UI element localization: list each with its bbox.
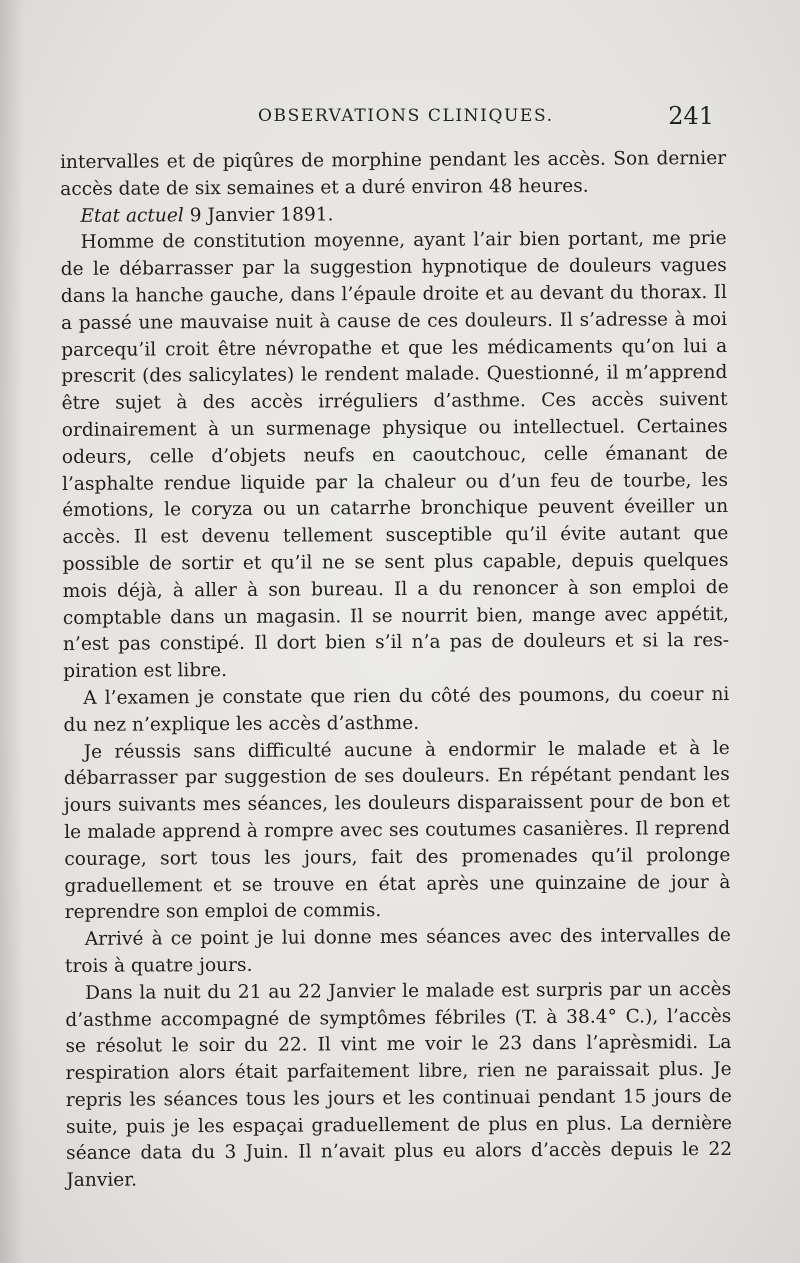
paragraph-5: Dans la nuit du 21 au 22 Janvier le malade est surpris par un accès d’asthme accompagné de symptômes fébriles (T. à 38.4° C.), l’accès se résolut le soir du 22. Il vint me voir le 23 dans l’aprèsmidi. La respiration alors était parfaitement libre, rien ne paraissait plus. Je repris les séances tous les jours et les continuai pendant 15 jours de suite, puis je les espaçai graduellement de plus en plus. La dernière séance data du 3 Juin. Il n’avait plus eu alors d’accès depuis le 22 Janvier. bbox=[65, 978, 733, 1192]
status-date: 9 Janvier 1891. bbox=[189, 203, 334, 226]
running-header bbox=[60, 102, 714, 136]
status-label: Etat actuel bbox=[80, 204, 184, 227]
body-text bbox=[60, 146, 732, 1195]
paragraph-1: Homme de constitution moyenne, ayant l’air bien portant, me prie de le débarrasser par la suggestion hypnotique de douleurs vagues dans la hanche gauche, dans l’épaule droite et au devant du thorax. Il a passé une mauvaise nuit à cause de ces douleurs. Il s’adresse à moi parcequ’il croit être névropathe et que les médicaments qu’on lui a prescrit (des salicylates) le rendent malade. Questionné, il m’apprend être sujet à des accès irréguliers d’asthme. Ces accès suivent ordinairement à un surmenage physique ou intellectuel. Certaines odeurs, celle d’objets neufs en caoutchouc, celle émanant de l’asphalte rendue liquide par la chaleur ou d’un feu de tourbe, les émotions, le coryza ou un catarrhe bronchique peuvent éveiller un accès. Il est devenu tellement susceptible qu’il évite autant que possible de sortir et qu’il ne se sent plus capable, depuis quelques mois déjà, à aller à son bureau. Il a du renoncer à son emploi de comptable dans un magasin. Il se nourrit bien, mange avec appétit, n’est pas constipé. Il dort bien s’il n’a pas de douleurs et si la respiration est libre. bbox=[60, 228, 730, 683]
page-gutter-shadow bbox=[0, 0, 24, 1263]
status-date-line bbox=[60, 200, 726, 231]
page-number: 241 bbox=[668, 102, 714, 130]
paragraph-3: Je réussis sans difficulté aucune à endormir le malade et à le débarrasser par suggestion de ses douleurs. En répétant pendant les jours suivants mes séances, les douleurs disparaissent pour de bon et le malade apprend à rompre avec ses coutumes casanières. Il reprend courage, sort tous les jours, fait des promenades qu’il prolonge graduellement et se trouve en état après une quinzaine de jour à reprendre son emploi de commis. bbox=[63, 737, 731, 924]
paragraph-4: Arrivé à ce point je lui donne mes séances avec des intervalles de trois à quatre jours. bbox=[64, 925, 731, 977]
paragraph-continuation: intervalles et de piqûres de morphine pendant les accès. Son dernier accès date de six semaines et a duré environ 48 heures. bbox=[60, 147, 727, 200]
paragraph-2: A l’examen je constate que rien du côté des poumons, du coeur ni du nez n’explique les accès d’asthme. bbox=[63, 683, 730, 736]
running-title: OBSERVATIONS CLINIQUES. bbox=[258, 106, 554, 126]
